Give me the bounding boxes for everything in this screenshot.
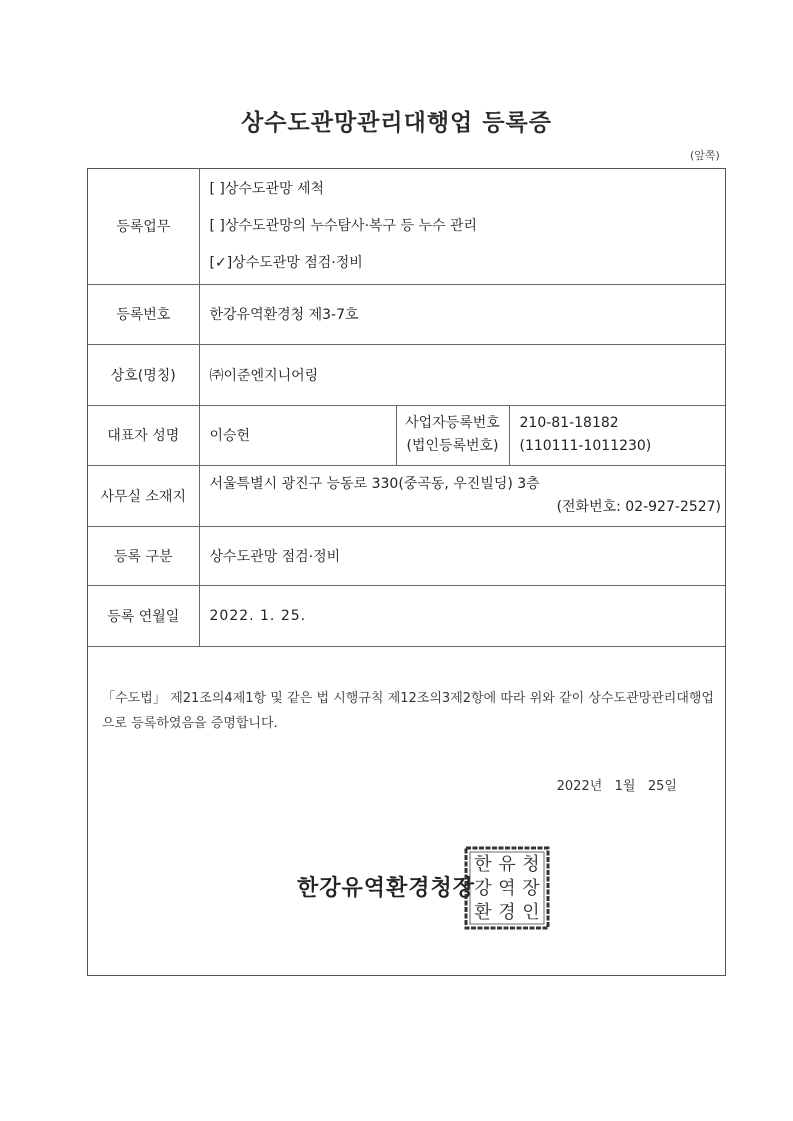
registration-date-label: 등록 연월일 <box>88 585 199 646</box>
representative-label: 대표자 성명 <box>88 405 199 465</box>
office-address: 서울특별시 광진구 능동로 330(중곡동, 우진빌딩) 3층 <box>209 475 540 492</box>
registration-table <box>88 169 725 647</box>
category-label: 등록 구분 <box>88 526 199 585</box>
registration-date-row <box>88 585 725 646</box>
checkbox-mark: [ ] <box>209 180 225 197</box>
certificate-frame <box>87 168 726 976</box>
representative-row <box>88 405 725 465</box>
issuer-name: 한강유역환경청장 <box>297 876 476 901</box>
front-side-note: (앞쪽) <box>690 149 720 162</box>
business-type-text: 상수도관망의 누수탐사·복구 등 누수 관리 <box>224 217 478 234</box>
svg-text:유: 유 <box>498 854 516 875</box>
registration-number-label: 등록번호 <box>88 284 199 344</box>
corp-reg-value: (110111-1011230) <box>519 438 652 454</box>
issue-date: 2022년 1월 25일 <box>556 779 677 794</box>
office-label: 사무실 소재지 <box>88 465 199 526</box>
document-title: 상수도관망관리대행업 등록증 <box>241 110 552 136</box>
business-types-row <box>88 169 725 284</box>
svg-text:한: 한 <box>474 854 492 875</box>
checkbox-mark: [ ] <box>209 217 225 234</box>
category-row <box>88 526 725 585</box>
svg-text:경: 경 <box>498 902 516 923</box>
office-value <box>199 465 725 526</box>
svg-text:환: 환 <box>474 902 492 923</box>
office-phone: (전화번호: 02-927-2527) <box>556 498 722 515</box>
corp-reg-label: (법인등록번호) <box>406 438 499 454</box>
checkbox-mark: [✓] <box>209 254 233 271</box>
business-registration-label <box>396 405 509 465</box>
business-type-option <box>210 245 726 282</box>
business-type-option <box>210 208 726 245</box>
official-seal-icon <box>464 846 550 930</box>
company-name-row <box>88 344 725 405</box>
company-name-value: ㈜이준엔지니어링 <box>199 344 725 405</box>
svg-text:역: 역 <box>498 878 516 899</box>
office-row <box>88 465 725 526</box>
business-types-label: 등록업무 <box>88 169 199 284</box>
business-types-list <box>199 169 725 284</box>
biz-reg-value: 210-81-18182 <box>519 415 619 431</box>
svg-text:인: 인 <box>522 902 540 923</box>
registration-number-row <box>88 284 725 344</box>
registration-number-value: 한강유역환경청 제3-7호 <box>199 284 725 344</box>
business-type-option <box>210 171 726 208</box>
category-value: 상수도관망 점검·정비 <box>199 526 725 585</box>
svg-text:장: 장 <box>522 878 540 899</box>
biz-reg-label: 사업자등록번호 <box>405 415 500 431</box>
registration-date-value: 2022. 1. 25. <box>199 585 725 646</box>
svg-text:청: 청 <box>522 854 540 875</box>
company-name-label: 상호(명칭) <box>88 344 199 405</box>
business-registration-value <box>509 405 725 465</box>
business-type-text: 상수도관망 점검·정비 <box>232 254 363 271</box>
svg-text:강: 강 <box>474 878 492 899</box>
certification-statement: 「수도법」 제21조의4제1항 및 같은 법 시행규칙 제12조의3제2항에 따라 위와 같이 상수도관망관리대행업으로 등록하였음을 증명합니다. <box>102 691 714 731</box>
business-type-text: 상수도관망 세척 <box>224 180 324 197</box>
representative-value: 이승헌 <box>199 405 396 465</box>
